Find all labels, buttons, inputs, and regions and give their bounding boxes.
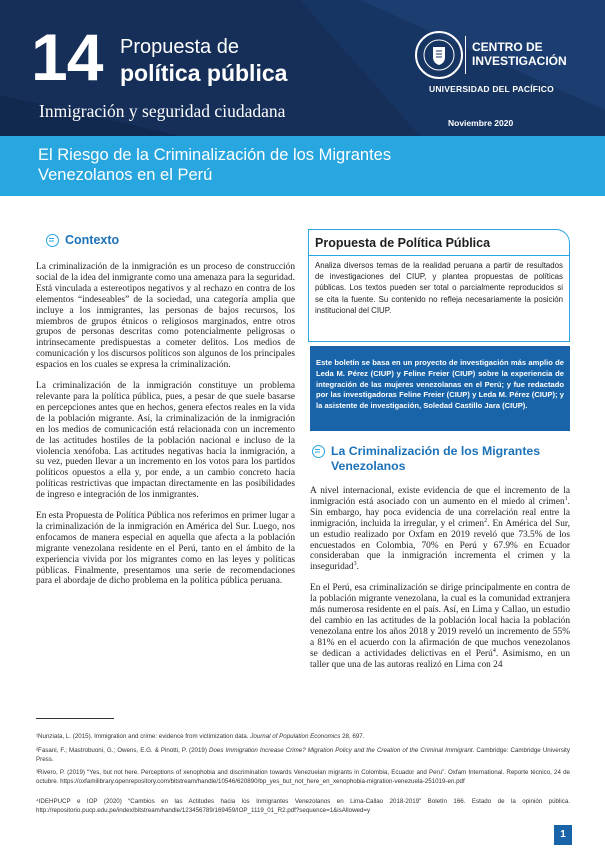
footnote-rule <box>36 718 114 719</box>
logo-separator <box>465 36 466 74</box>
paragraph: En el Perú, esa criminalización se dirige principalmente en contra de la población migrante venezolana, la cual es la comunidad extranjera más numerosa residente en el país. Así, en Lima y Callao, un estudio del cambio en las actitudes de la población local hacia la población venezolana entre los años 2018 y 2019 reveló un incremento de 55% a 81% en el acuerdo con la afirmación de que muchos venezolanos se dedican a actividades delictivas en el Perú$^4$. Asimismo, en un taller que una de las autoras realizó en Lima con 24 <box>310 583 571 670</box>
right-column-text <box>310 486 570 681</box>
speech-bubble-icon <box>312 445 325 458</box>
paragraph: La criminalización de la inmigración es un proceso de construcción social de la idea del inmigrante como una amenaza para la seguridad. Está vinculada a estereotipos negativos y al rechazo en contra de los elementos “indeseables” de la sociedad, una categoría amplia que incluye a los inmigrantes, las personas de bajos recursos, los miembros de grupos étnicos o religiosos marginados, entre otros grupos de personas descritas como potencialmente peligrosas o intrínsecamente predispuestas a cometer delitos. Los medios de comunicación y los discursos políticos son algunos de los principales espacios en los cuales se expresa la criminalización. <box>36 262 295 371</box>
document-title: El Riesgo de la Criminalización de los Migrantes Venezolanos en el Perú <box>38 146 392 184</box>
footnote-4: ⁴IDEHPUCP e IOP (2020) “Cambios en las Actitudes hacia los Inmigrantes Venezolanos en Lima-Callao 2018-2019” Boletín 166. Estado de la opinión pública. http://repositorio.pucp.edu.pe/index/bitstream/handle/123456789/169459/IOP_1119_01_R2.pdf?sequence=1&isAllowed=y <box>36 798 570 814</box>
footnote-1: ¹Nunziata, L. (2015). Immigration and crime: evidence from victimization data. Journal of Population Economics 28, 697. <box>36 733 365 740</box>
section-heading-text: La Criminalización de los Migrantes Venezolanos <box>331 444 541 473</box>
paragraph: A nivel internacional, existe evidencia de que el incremento de la inmigración está asociado con un aumento en el miedo al crimen$^1$. Sin embargo, hay poca evidencia de una correlación real entre la inmigración, incluida la irregular, y el crimen$^2$. En América del Sur, un estudio realizado por Oxfam en 2019 reveló que 73.5% de los encuestados en Colombia, 70% en Perú y 67.9% en Ecuador consideraban que la inmigración incrementa el crimen y la inseguridad$^3$. <box>310 486 570 573</box>
footnote-2: ²Fasani, F.; Mastrobuoni, G.; Owens, E.G. & Pinotti, P. (2019) Does Immigration Increase Crime? Migration Policy and the Creation of the Criminal Immigrant. Cambridge: Cambridge University Press. <box>36 747 570 763</box>
university-name: UNIVERSIDAD DEL PACÍFICO <box>429 84 554 94</box>
section-heading-text: Contexto <box>65 233 120 247</box>
org-name-line2: INVESTIGACIÓN <box>472 54 567 68</box>
footnote-3: ³Rivero, P. (2019) “Yes, but not here. Perceptions of xenophobia and discrimination towards Venezuelan migrants in Colombia, Ecuador and Peru”. Oxfam International. Reporte técnico, 24 de octubre. https://oxfamilibrary.openrepository.com/bitstream/handle/10546/620890/bp_yes_but_not_here_en_xenophobia-migration-venezuela-251019-en.pdf <box>36 769 570 785</box>
policy-box-text: Analiza diversos temas de la realidad peruana a partir de resultados de investigaciones del CIUP, y plantea propuestas de políticas públicas. Los textos pueden ser total o parcialmente reproducidos si se cita la fuente. Su contenido no refleja necesariamente la posición institucional del CIUP. <box>315 261 563 315</box>
publication-date: Noviembre 2020 <box>448 118 514 128</box>
authors-note-text: Este boletín se basa en un proyecto de investigación más amplio de Leda M. Pérez (CIUP) y Feline Freier (CIUP) sobre la experiencia de integración de las mujeres venezolanas en el Perú; y fue redactado por las investigadoras Feline Freier (CIUP) y Leda M. Pérez (CIUP); y la asistente de investigación, Soledad Castillo Jara (CIUP). <box>316 358 564 411</box>
issue-number: 14 <box>31 20 103 94</box>
authors-note-box <box>310 346 570 431</box>
university-seal-icon <box>414 30 464 80</box>
section-heading-criminalization <box>312 444 562 473</box>
series-title-line2: política pública <box>120 60 288 86</box>
paragraph: La criminalización de la inmigración constituye un problema relevante para la política pública, pues, a pesar de que suele basarse en percepciones antes que en hechos, genera efectos reales en la vida de la población migrante. Así, la criminalización de la inmigración en los medios de comunicación está relacionada con un incremento de las actitudes hostiles de la población nacional e incluso de la violencia xenófoba. Las actitudes negativas hacia la inmigración, a su vez, pueden llevar a un incremento en los votos para los partidos políticos opuestos a ella y, por ende, a un cambio concreto hacia políticas restrictivas que impactan directamente en las posibilidades de ingreso e integración de los inmigrantes. <box>36 381 295 501</box>
topic-title: Inmigración y seguridad ciudadana <box>39 101 286 121</box>
paragraph: En esta Propuesta de Política Pública nos referimos en primer lugar a la criminalización de la inmigración en América del Sur. Luego, nos enfocamos de manera especial en aquella que afecta a la población migrante venezolana residente en el Perú, tanto en el ámbito de la experiencia vivida por los migrantes como en las leyes y políticas públicas. Finalmente, presentamos una serie de recomendaciones para el abordaje de dicho problema en la política pública peruana. <box>36 511 295 587</box>
policy-proposal-box <box>308 229 570 342</box>
title-band <box>0 136 605 196</box>
org-name-line1: CENTRO DE <box>472 40 543 54</box>
policy-box-title: Propuesta de Política Pública <box>315 236 491 250</box>
left-column-text <box>36 262 295 597</box>
header-banner <box>0 0 605 136</box>
page-number: 1 <box>554 825 572 845</box>
series-title-line1: Propuesta de <box>120 36 239 58</box>
speech-bubble-icon <box>46 234 59 247</box>
section-heading-context <box>46 233 119 247</box>
box-divider <box>309 255 569 256</box>
